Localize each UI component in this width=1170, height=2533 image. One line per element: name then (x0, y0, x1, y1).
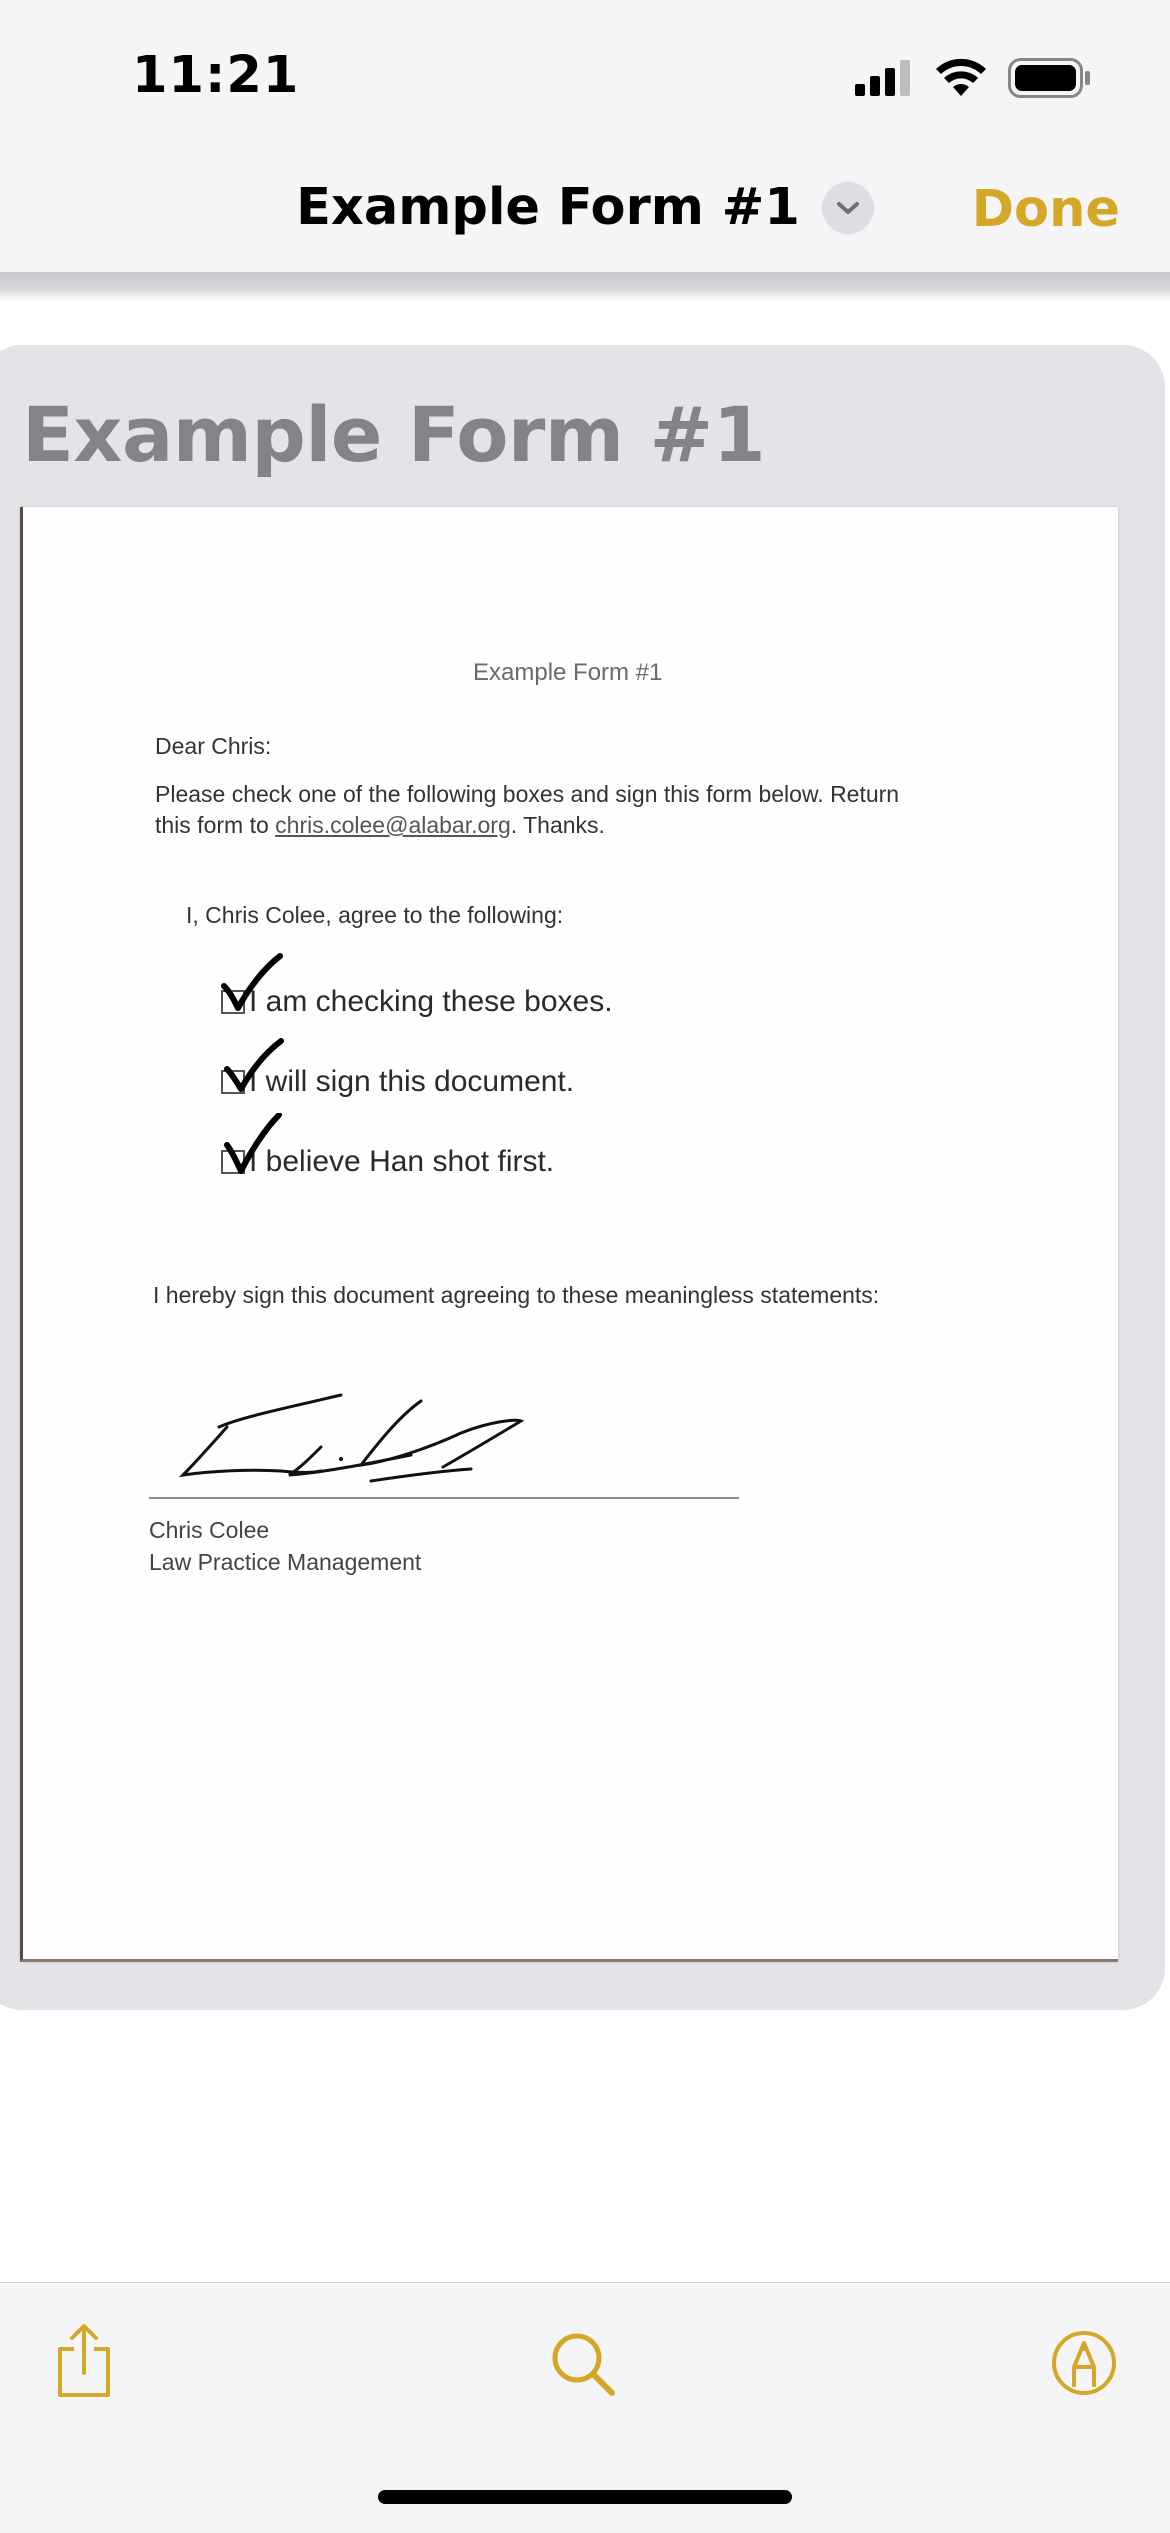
nav-divider (0, 272, 1170, 302)
instruction-line-1: Please check one of the following boxes and sign this form below. Return (155, 781, 900, 807)
title-menu-button[interactable] (822, 182, 874, 234)
search-button[interactable] (550, 2331, 618, 2404)
search-icon (550, 2331, 618, 2399)
status-bar (0, 0, 1170, 150)
page-header: Example Form #1 (473, 659, 663, 686)
signer-title: Law Practice Management (149, 1549, 422, 1575)
checkbox-label: I will sign this document. (249, 1065, 575, 1098)
agreement-intro: I, Chris Colee, agree to the following: (186, 902, 564, 928)
signature-line (149, 1497, 739, 1499)
checkmark-mark (221, 1113, 291, 1183)
instruction-line-2 (155, 812, 605, 839)
nav-title[interactable]: Example Form #1 (296, 178, 800, 237)
checkbox-label: I believe Han shot first. (249, 1145, 555, 1178)
checkmark-mark (218, 952, 288, 1022)
share-button[interactable] (52, 2323, 116, 2404)
scanned-page[interactable] (20, 507, 1118, 1962)
sign-statement: I hereby sign this document agreeing to these meaningless statements: (153, 1282, 880, 1308)
instruction-suffix: . Thanks. (510, 812, 605, 838)
battery-icon (1008, 58, 1092, 98)
instruction-prefix: this form to (155, 812, 276, 838)
wifi-icon (935, 58, 987, 98)
navigation-bar (0, 150, 1170, 272)
signer-name: Chris Colee (149, 1517, 270, 1543)
cellular-signal-icon (855, 60, 913, 96)
status-time: 11:21 (132, 46, 300, 105)
signature-image (171, 1387, 571, 1507)
share-icon (52, 2323, 116, 2399)
markup-icon (1050, 2329, 1118, 2397)
document-heading[interactable]: Example Form #1 (22, 390, 766, 479)
checkbox-label: I am checking these boxes. (249, 985, 613, 1018)
chevron-down-icon (835, 199, 861, 217)
email-link[interactable]: chris.colee@alabar.org (275, 812, 511, 838)
greeting: Dear Chris: (155, 733, 272, 759)
done-button[interactable]: Done (971, 180, 1120, 239)
checkmark-mark (221, 1035, 291, 1105)
home-indicator[interactable] (378, 2490, 792, 2504)
markup-button[interactable] (1050, 2329, 1118, 2402)
